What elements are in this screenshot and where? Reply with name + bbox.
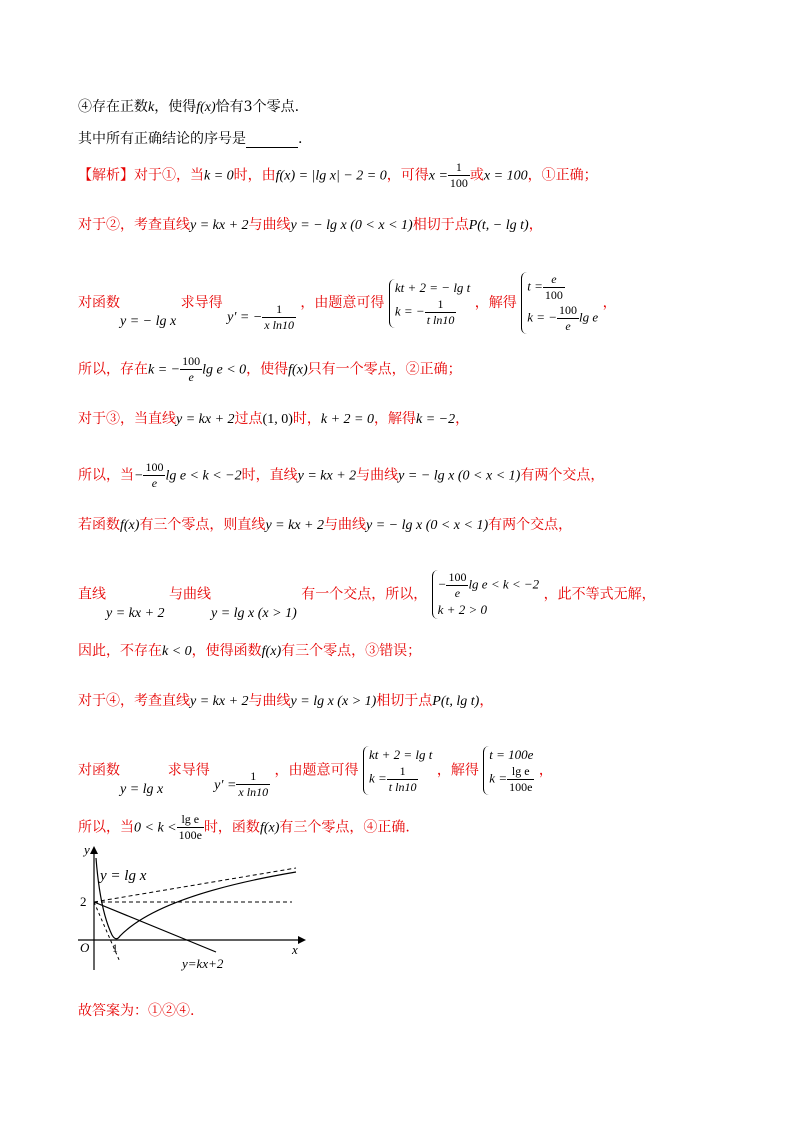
y-axis-label: y <box>84 842 90 857</box>
question-line: 其中所有正确结论的序号是 . <box>78 131 303 147</box>
analysis-2-conclusion: 所以，存在k = − $\frac{100}{e}$ lg e < 0，使得f(x)只有一个零点，②正确； <box>78 354 462 384</box>
answer-blank <box>246 133 298 148</box>
analysis-3-system: 直线y = kx + 2 与曲线y = lg x (x > 1) 有一个交点，所以， − $\frac{100}{e}$ lg e < k < −2 k + 2 > 0 ，此不等式无解， <box>78 570 656 621</box>
analysis-4-derivative: 对函数y = lg x 求导得 y′ = $\frac{1}{\text{x ln10}}$ ，由题意可得 kt + 2 = lg t k = $\frac{1}{\text{t ln10}}$ ，解得 t = 100e k = $\frac{\text{lg e}}{100e}$ ， <box>78 747 553 799</box>
statement-4: ④存在正数k，使得f(x)恰有3个零点. <box>78 99 300 115</box>
label-y-lg-x: y = lg x <box>100 868 147 884</box>
analysis-3-condition: 若函数f(x)有三个零点，则直线y = kx + 2与曲线y = − lg x (0 < x < 1)有两个交点， <box>78 517 573 533</box>
analysis-3-range: 所以，当− $\frac{100}{e}$ lg e < k < −2时，直线y = kx + 2与曲线y = − lg x (0 < x < 1)有两个交点， <box>78 460 605 490</box>
analysis-3-conclusion: 因此，不存在k < 0，使得函数f(x)有三个零点，③错误； <box>78 643 422 659</box>
analysis-2-derivative: 对函数y = − lg x 求导得 y′ = − $\frac{1}{\text{x ln10}}$ ，由题意可得 kt + 2 = − lg t k = − $\frac{1}{\text{t ln10}}$ ，解得 t = $\frac{e}{100}$ k = − $\frac{100}{e}$ lg e ， <box>78 272 617 333</box>
tick-2: 2 <box>80 894 87 909</box>
analysis-4-intro: 对于④，考查直线y = kx + 2与曲线y = lg x (x > 1)相切于点P(t, lg t)， <box>78 693 494 709</box>
analysis-4-conclusion: 所以，当0 < k < $\frac{\text{lg e}}{100e}$ 时，函数f(x)有三个零点，④正确. <box>78 812 410 842</box>
y-axis-arrow <box>90 846 98 854</box>
final-answer: 故答案为：①②④. <box>78 1003 195 1019</box>
origin-label: O <box>80 940 90 955</box>
function-graph <box>70 840 310 975</box>
x-axis-label: x <box>292 942 298 957</box>
x-axis-arrow <box>298 936 306 944</box>
tick-1: 1 <box>112 941 118 955</box>
analysis-1: 【解析】对于①，当k = 0时，由f(x) = |lg x| − 2 = 0，可得x = $\frac{1}{100}$ 或x = 100，①正确； <box>78 160 598 190</box>
label-line: y=kx+2 <box>182 956 224 971</box>
analysis-3-intro: 对于③，当直线y = kx + 2过点(1, 0)时，k + 2 = 0，解得k = −2， <box>78 411 470 427</box>
analysis-2-intro: 对于②，考查直线y = kx + 2与曲线y = − lg x (0 < x < 1)相切于点P(t, − lg t)， <box>78 217 543 233</box>
